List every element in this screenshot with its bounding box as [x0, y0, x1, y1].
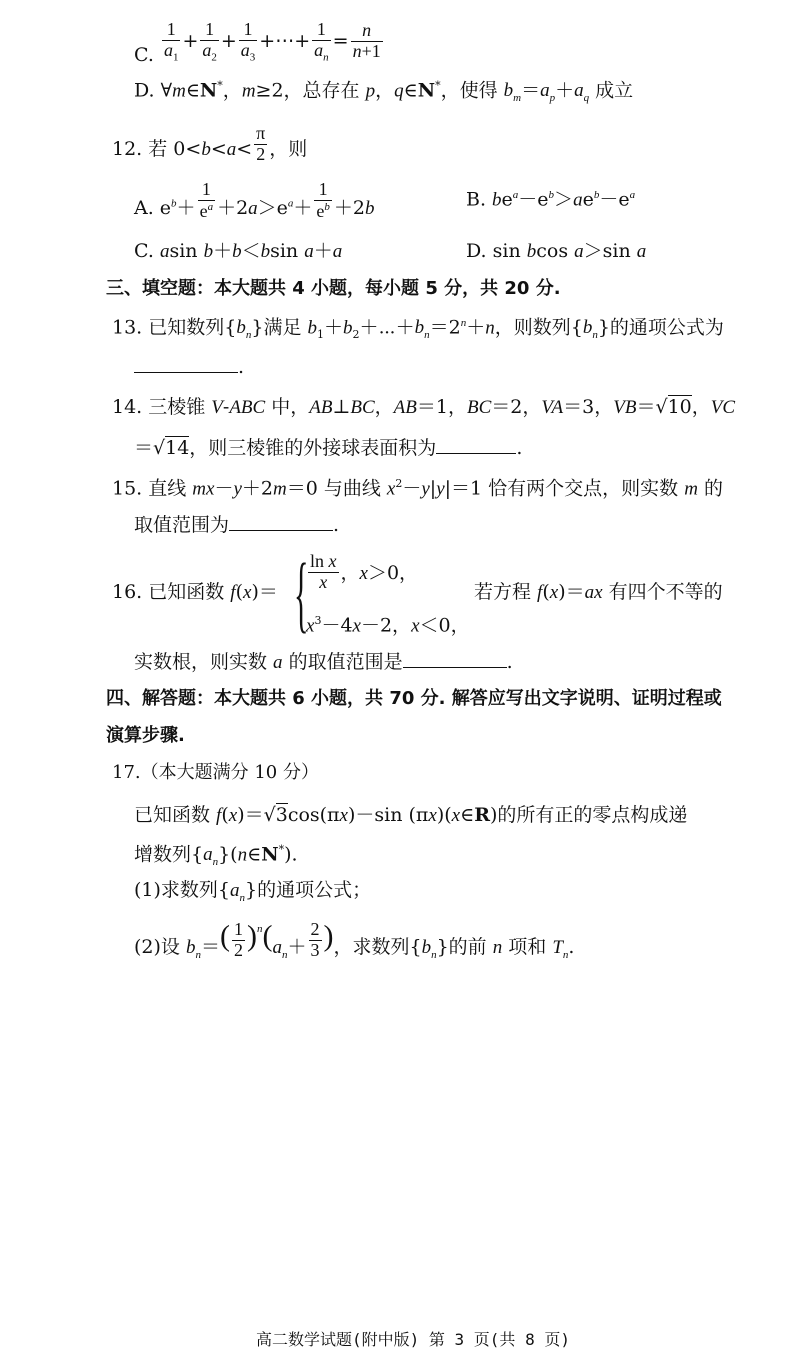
page-footer: 高二数学试题(附中版) 第 3 页(共 8 页)	[256, 1330, 570, 1349]
q16-case2: $x^3-4x-2$，x＜0，	[306, 614, 470, 637]
q17-part2: (2)设 $b_n=$( $\frac{1}{2}$ )$^n(a_n+$ $\frac{2}{3}$ )，求数列$\{b_n\}$的前 n 项和 $T_n$.	[134, 919, 575, 962]
q17-part1: (1)求数列$\{a_n\}$的通项公式；	[134, 879, 372, 904]
answer-blank[interactable]	[134, 371, 238, 373]
q12-option-d: D. sin bcos a＞sin a	[466, 240, 647, 262]
piecewise-brace: {	[294, 545, 309, 641]
answer-blank[interactable]	[229, 529, 333, 531]
q12-option-a: A. $e^b+$ $\frac{1}{e^a}$ $+2a>e^a+$ $\frac{1}{e^b}$ ＋2b	[134, 179, 375, 221]
q11-option-c: C. $\frac{1}{a_1}$ + $\frac{1}{a_2}$ + $\frac{1}{a_3}$ +⋯+ $\frac{1}{a_n}$ = $\frac{n}{n+1}$	[134, 19, 381, 66]
answer-blank[interactable]	[436, 452, 516, 454]
q11-option-d: D. ∀m∈N*，m≥2，总存在 p，q∈N*，使得 $b_m=a_p+a_q$ 成立	[134, 79, 634, 105]
answer-blank[interactable]	[403, 666, 507, 668]
q15-line2: 取值范围为 .	[134, 514, 340, 536]
q12-stem: 12. 若 0<b<a< $\frac{\pi}{2}$ ，则	[112, 123, 308, 164]
q16-case1: $\frac{\text{ln x}}{x}$ ，x＞0，	[310, 551, 419, 592]
q16-line2: 实数根，则实数 a 的取值范围是 .	[134, 651, 513, 673]
q17-header: 17.（本大题满分 10 分）	[112, 762, 319, 783]
section-3-heading: 三、填空题：本大题共 4 小题，每小题 5 分，共 20 分.	[106, 278, 561, 299]
q14-line1: 14. 三棱锥 V-ABC 中，AB⊥BC，AB＝1，BC＝2，VA＝3，VB＝√10，VC	[112, 396, 736, 418]
section-4-heading-1: 四、解答题：本大题共 6 小题，共 70 分. 解答应写出文字说明、证明过程或	[106, 688, 722, 709]
q12-option-b: B. $be^a-e^b>ae^b-e^a$	[466, 188, 636, 211]
q16-stem-right: 若方程 f(x)＝ax 有四个不等的	[474, 581, 723, 603]
q11-option-c-label: C.	[134, 43, 154, 66]
q15-line1: 15. 直线 mx－y＋2m＝0 与曲线 $x^2-y|y|=1$ 恰有两个交点，则实数 m 的	[112, 477, 723, 500]
q17-stem-line1: 已知函数 f(x)＝√3cos(πx)－sin (πx)(x∈R)的所有正的零点构成递	[134, 804, 688, 826]
q13-line2: .	[134, 358, 244, 377]
q13-line1: 13. 已知数列$\{b_n\}$满足 $b_1+b_2+\cdots+b_n=2^n+n$，则数列$\{b_n\}$的通项公式为	[112, 316, 724, 342]
section-4-heading-2: 演算步骤.	[106, 725, 185, 746]
q14-line2: ＝√14，则三棱锥的外接球表面积为 .	[134, 437, 523, 459]
q17-stem-line2: 增数列$\{a_n\}(n\in N^*)$.	[134, 843, 298, 869]
q12-option-c: C. asin b＋b＜bsin a＋a	[134, 240, 343, 262]
q16-stem-left: 16. 已知函数 f(x)＝	[112, 581, 278, 603]
